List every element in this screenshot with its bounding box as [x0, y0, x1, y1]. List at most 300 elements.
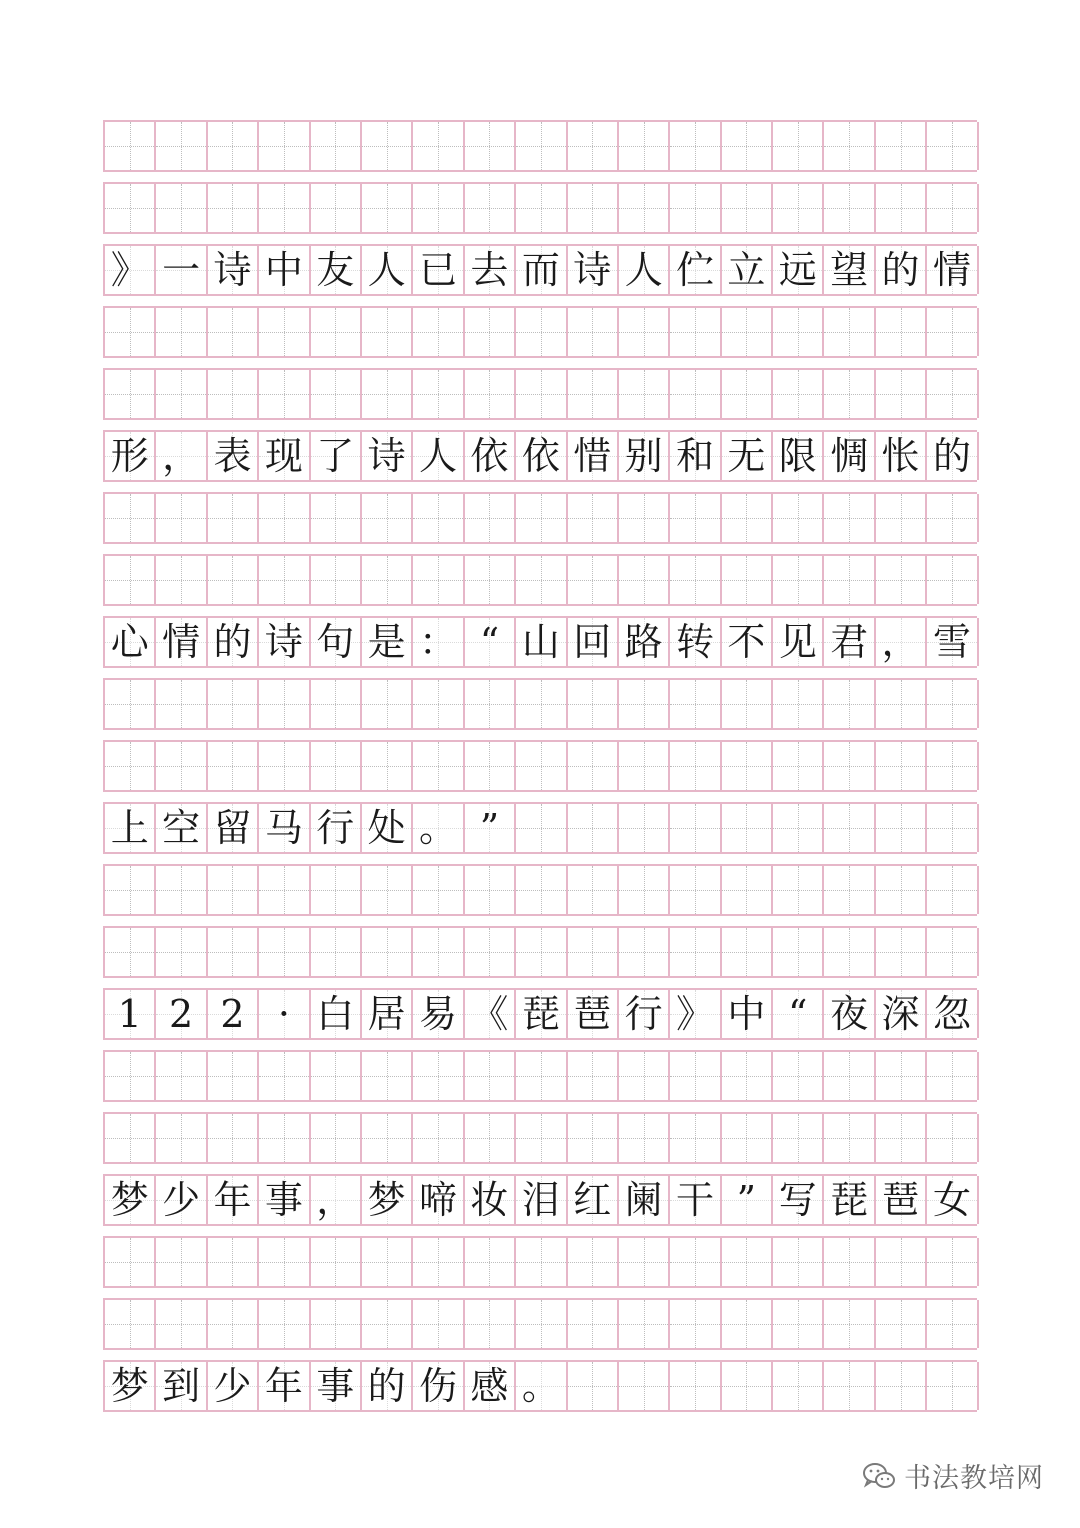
grid-cell: [208, 928, 259, 976]
grid-cell: [927, 246, 978, 294]
grid-cell: [568, 742, 619, 790]
grid-cell: [722, 742, 773, 790]
text-row: [103, 616, 977, 668]
grid-cell: [516, 184, 567, 232]
grid-cell: [208, 122, 259, 170]
blank-practice-row: [103, 740, 977, 792]
grid-cell: [619, 680, 670, 728]
grid-cell: [927, 1300, 978, 1348]
grid-cell: [362, 1238, 413, 1286]
grid-cell: [876, 1052, 927, 1100]
character: 琶: [573, 992, 612, 1036]
grid-cell: [208, 990, 259, 1038]
grid-cell: [208, 370, 259, 418]
grid-cell: [722, 246, 773, 294]
grid-cell: [259, 928, 310, 976]
grid-cell: [259, 990, 310, 1038]
character: 干: [675, 1178, 714, 1222]
grid-cell: [824, 494, 875, 542]
grid-cell: [465, 432, 516, 480]
grid-cell: [824, 928, 875, 976]
character: 诗: [264, 620, 303, 664]
grid-cell: [208, 432, 259, 480]
grid-cell: [824, 990, 875, 1038]
character: 是: [367, 620, 406, 664]
grid-cell: [311, 1114, 362, 1162]
grid-cell: [773, 246, 824, 294]
text-row: [103, 244, 977, 296]
grid-cell: [156, 990, 207, 1038]
grid-cell: [824, 122, 875, 170]
grid-cell: [311, 184, 362, 232]
character: 君: [830, 620, 869, 664]
grid-cell: [156, 1052, 207, 1100]
grid-cell: [516, 804, 567, 852]
grid-cell: [259, 556, 310, 604]
grid-cell: [773, 928, 824, 976]
grid-cell: [413, 804, 464, 852]
grid-cell: [568, 246, 619, 294]
grid-cell: [105, 246, 156, 294]
grid-cell: [722, 1176, 773, 1224]
grid-cell: [413, 494, 464, 542]
grid-cell: [156, 618, 207, 666]
grid-cell: [156, 866, 207, 914]
grid-cell: [259, 1238, 310, 1286]
grid-cell: [927, 990, 978, 1038]
grid-cell: [824, 618, 875, 666]
character: “: [479, 620, 500, 664]
grid-cell: [156, 246, 207, 294]
grid-cell: [568, 494, 619, 542]
grid-cell: [824, 1300, 875, 1348]
grid-cell: [876, 742, 927, 790]
blank-practice-row: [103, 678, 977, 730]
grid-cell: [876, 1176, 927, 1224]
grid-cell: [413, 122, 464, 170]
grid-cell: [722, 370, 773, 418]
grid-cell: [516, 1114, 567, 1162]
character: 去: [470, 248, 509, 292]
character: “: [788, 992, 808, 1036]
grid-cell: [465, 928, 516, 976]
grid-cell: [516, 1300, 567, 1348]
grid-cell: [156, 1362, 207, 1410]
grid-cell: [619, 804, 670, 852]
grid-cell: [568, 308, 619, 356]
grid-cell: [773, 680, 824, 728]
character: 路: [624, 620, 663, 664]
grid-cell: [876, 184, 927, 232]
grid-cell: [259, 1052, 310, 1100]
character: ，: [162, 434, 201, 478]
character: 写: [778, 1178, 817, 1222]
grid-cell: [516, 1362, 567, 1410]
character: 妆: [470, 1178, 509, 1222]
character: 表: [213, 434, 252, 478]
grid-cell: [259, 246, 310, 294]
grid-cell: [568, 928, 619, 976]
grid-cell: [311, 1176, 362, 1224]
grid-cell: [208, 246, 259, 294]
grid-cell: [927, 928, 978, 976]
character: 梦: [110, 1364, 149, 1408]
grid-cell: [311, 122, 362, 170]
blank-practice-row: [103, 492, 977, 544]
grid-cell: [722, 990, 773, 1038]
grid-cell: [670, 1114, 721, 1162]
character: 上: [110, 806, 149, 850]
grid-cell: [516, 1052, 567, 1100]
character: 已: [419, 248, 458, 292]
grid-cell: [876, 122, 927, 170]
grid-cell: [362, 1114, 413, 1162]
character: 行: [316, 806, 355, 850]
character: 处: [367, 806, 406, 850]
character: 无: [727, 434, 766, 478]
character: 少: [213, 1364, 252, 1408]
grid-cell: [259, 370, 310, 418]
character: 依: [470, 434, 509, 478]
grid-cell: [311, 432, 362, 480]
grid-cell: [362, 556, 413, 604]
blank-practice-row: [103, 182, 977, 234]
grid-cell: [927, 1052, 978, 1100]
grid-cell: [311, 1362, 362, 1410]
character: 年: [264, 1364, 303, 1408]
grid-cell: [876, 680, 927, 728]
character: 现: [264, 434, 303, 478]
grid-cell: [311, 804, 362, 852]
grid-cell: [156, 804, 207, 852]
blank-practice-row: [103, 306, 977, 358]
grid-cell: [670, 1300, 721, 1348]
character: 阑: [624, 1178, 663, 1222]
grid-cell: [259, 742, 310, 790]
grid-cell: [208, 742, 259, 790]
grid-cell: [259, 804, 310, 852]
character: 琶: [881, 1178, 920, 1222]
grid-cell: [722, 1114, 773, 1162]
character: 一: [162, 248, 201, 292]
grid-cell: [413, 1114, 464, 1162]
grid-cell: [773, 742, 824, 790]
character: 山: [521, 620, 560, 664]
grid-cell: [259, 494, 310, 542]
character: 易: [419, 992, 458, 1036]
grid-cell: [670, 990, 721, 1038]
grid-cell: [413, 742, 464, 790]
wechat-icon: [862, 1461, 896, 1491]
character: 情: [162, 620, 201, 664]
grid-cell: [156, 1238, 207, 1286]
grid-cell: [619, 556, 670, 604]
grid-cell: [259, 1176, 310, 1224]
grid-cell: [773, 494, 824, 542]
grid-cell: [568, 990, 619, 1038]
character: 感: [470, 1364, 509, 1408]
grid-cell: [413, 618, 464, 666]
grid-cell: [105, 1300, 156, 1348]
grid-cell: [465, 1362, 516, 1410]
grid-cell: [311, 556, 362, 604]
grid-cell: [722, 556, 773, 604]
grid-cell: [465, 618, 516, 666]
grid-cell: [311, 742, 362, 790]
character: ·: [277, 992, 290, 1036]
grid-cell: [105, 432, 156, 480]
character: 句: [316, 620, 355, 664]
grid-cell: [722, 122, 773, 170]
grid-cell: [619, 1114, 670, 1162]
grid-cell: [619, 742, 670, 790]
grid-cell: [773, 1300, 824, 1348]
grid-cell: [927, 122, 978, 170]
grid-cell: [670, 556, 721, 604]
grid-cell: [619, 184, 670, 232]
grid-cell: [773, 122, 824, 170]
grid-cell: [516, 866, 567, 914]
grid-cell: [105, 990, 156, 1038]
character: 空: [162, 806, 201, 850]
character: 忽: [932, 992, 971, 1036]
character: 怅: [881, 434, 920, 478]
grid-cell: [927, 308, 978, 356]
character: 人: [419, 434, 458, 478]
grid-cell: [465, 866, 516, 914]
grid-cell: [465, 246, 516, 294]
grid-cell: [311, 1238, 362, 1286]
grid-cell: [773, 370, 824, 418]
grid-cell: [311, 866, 362, 914]
blank-practice-row: [103, 554, 977, 606]
watermark-text: 书法教培网: [904, 1463, 1044, 1494]
grid-cell: [465, 122, 516, 170]
grid-cell: [568, 1176, 619, 1224]
character: 马: [264, 806, 303, 850]
grid-cell: [927, 1176, 978, 1224]
grid-cell: [362, 432, 413, 480]
grid-cell: [670, 246, 721, 294]
grid-cell: [927, 370, 978, 418]
blank-practice-row: [103, 1298, 977, 1350]
character: 女: [932, 1178, 971, 1222]
grid-cell: [208, 184, 259, 232]
character: 夜: [830, 992, 869, 1036]
grid-cell: [362, 246, 413, 294]
character: 和: [675, 434, 714, 478]
character: 泪: [521, 1178, 560, 1222]
character: 。: [419, 806, 458, 850]
grid-cell: [465, 184, 516, 232]
grid-cell: [670, 742, 721, 790]
grid-cell: [619, 1052, 670, 1100]
grid-cell: [105, 928, 156, 976]
grid-cell: [773, 866, 824, 914]
grid-cell: [722, 866, 773, 914]
grid-cell: [311, 246, 362, 294]
grid-cell: [824, 556, 875, 604]
grid-cell: [722, 804, 773, 852]
grid-cell: [465, 742, 516, 790]
text-row: [103, 1174, 977, 1226]
grid-cell: [413, 1362, 464, 1410]
grid-cell: [824, 308, 875, 356]
character: 别: [624, 434, 663, 478]
grid-cell: [465, 370, 516, 418]
grid-cell: [722, 1052, 773, 1100]
grid-cell: [413, 680, 464, 728]
grid-cell: [465, 680, 516, 728]
character: 的: [932, 434, 971, 478]
grid-cell: [516, 246, 567, 294]
grid-cell: [722, 432, 773, 480]
grid-cell: [619, 308, 670, 356]
grid-cell: [208, 680, 259, 728]
text-row: [103, 1360, 977, 1412]
character: 人: [367, 248, 406, 292]
grid-cell: [516, 494, 567, 542]
grid-cell: [773, 1362, 824, 1410]
grid-cell: [927, 556, 978, 604]
grid-cell: [568, 1362, 619, 1410]
grid-cell: [568, 680, 619, 728]
grid-cell: [824, 432, 875, 480]
grid-cell: [362, 122, 413, 170]
grid-cell: [362, 618, 413, 666]
grid-cell: [516, 556, 567, 604]
grid-cell: [722, 680, 773, 728]
character: 《: [470, 992, 509, 1036]
grid-cell: [722, 928, 773, 976]
grid-cell: [773, 1238, 824, 1286]
grid-cell: [568, 618, 619, 666]
grid-cell: [722, 494, 773, 542]
character: 留: [213, 806, 252, 850]
grid-cell: [568, 370, 619, 418]
grid-cell: [413, 1052, 464, 1100]
character: 2: [220, 992, 245, 1036]
grid-cell: [208, 618, 259, 666]
grid-cell: [208, 308, 259, 356]
grid-cell: [670, 308, 721, 356]
grid-cell: [927, 680, 978, 728]
character: 伫: [675, 248, 714, 292]
grid-cell: [156, 1176, 207, 1224]
character: ”: [479, 806, 500, 850]
grid-cell: [516, 1238, 567, 1286]
grid-cell: [156, 1114, 207, 1162]
grid-cell: [156, 184, 207, 232]
grid-cell: [619, 494, 670, 542]
grid-cell: [876, 1114, 927, 1162]
grid-cell: [927, 1114, 978, 1162]
grid-cell: [156, 742, 207, 790]
grid-cell: [568, 1300, 619, 1348]
grid-cell: [362, 1052, 413, 1100]
grid-cell: [105, 618, 156, 666]
grid-cell: [824, 742, 875, 790]
grid-cell: [362, 928, 413, 976]
character: 心: [110, 620, 149, 664]
grid-cell: [311, 494, 362, 542]
grid-cell: [927, 866, 978, 914]
grid-cell: [105, 1362, 156, 1410]
grid-cell: [516, 618, 567, 666]
grid-cell: [208, 1114, 259, 1162]
character: 中: [264, 248, 303, 292]
grid-cell: [927, 618, 978, 666]
blank-practice-row: [103, 1112, 977, 1164]
grid-cell: [619, 618, 670, 666]
grid-cell: [876, 618, 927, 666]
grid-cell: [876, 990, 927, 1038]
grid-cell: [876, 556, 927, 604]
grid-cell: [824, 1114, 875, 1162]
grid-cell: [311, 990, 362, 1038]
grid-cell: [773, 308, 824, 356]
grid-cell: [465, 1176, 516, 1224]
grid-cell: [105, 1238, 156, 1286]
grid-cell: [824, 370, 875, 418]
grid-cell: [670, 928, 721, 976]
grid-cell: [362, 494, 413, 542]
grid-cell: [311, 308, 362, 356]
grid-cell: [413, 928, 464, 976]
grid-cell: [362, 370, 413, 418]
grid-cell: [722, 184, 773, 232]
grid-cell: [105, 370, 156, 418]
character: 伤: [419, 1364, 458, 1408]
character: 事: [316, 1364, 355, 1408]
grid-cell: [876, 308, 927, 356]
grid-cell: [568, 556, 619, 604]
grid-cell: [413, 990, 464, 1038]
grid-cell: [465, 1052, 516, 1100]
grid-cell: [722, 1238, 773, 1286]
grid-cell: [259, 308, 310, 356]
grid-cell: [670, 866, 721, 914]
character: 》: [675, 992, 714, 1036]
character: 梦: [110, 1178, 149, 1222]
grid-cell: [413, 432, 464, 480]
grid-cell: [670, 432, 721, 480]
grid-cell: [876, 804, 927, 852]
grid-cell: [362, 1176, 413, 1224]
character: 人: [624, 248, 663, 292]
grid-cell: [670, 680, 721, 728]
grid-cell: [156, 432, 207, 480]
blank-practice-row: [103, 120, 977, 172]
grid-cell: [722, 1362, 773, 1410]
grid-cell: [670, 804, 721, 852]
grid-cell: [516, 990, 567, 1038]
character: 》: [110, 248, 149, 292]
character: 情: [932, 248, 971, 292]
character: 限: [778, 434, 817, 478]
grid-cell: [311, 1300, 362, 1348]
character: 的: [367, 1364, 406, 1408]
grid-cell: [670, 184, 721, 232]
grid-cell: [516, 432, 567, 480]
grid-cell: [259, 122, 310, 170]
grid-cell: [670, 1052, 721, 1100]
grid-cell: [208, 1238, 259, 1286]
grid-cell: [413, 246, 464, 294]
grid-cell: [722, 618, 773, 666]
grid-cell: [516, 122, 567, 170]
grid-cell: [516, 1176, 567, 1224]
